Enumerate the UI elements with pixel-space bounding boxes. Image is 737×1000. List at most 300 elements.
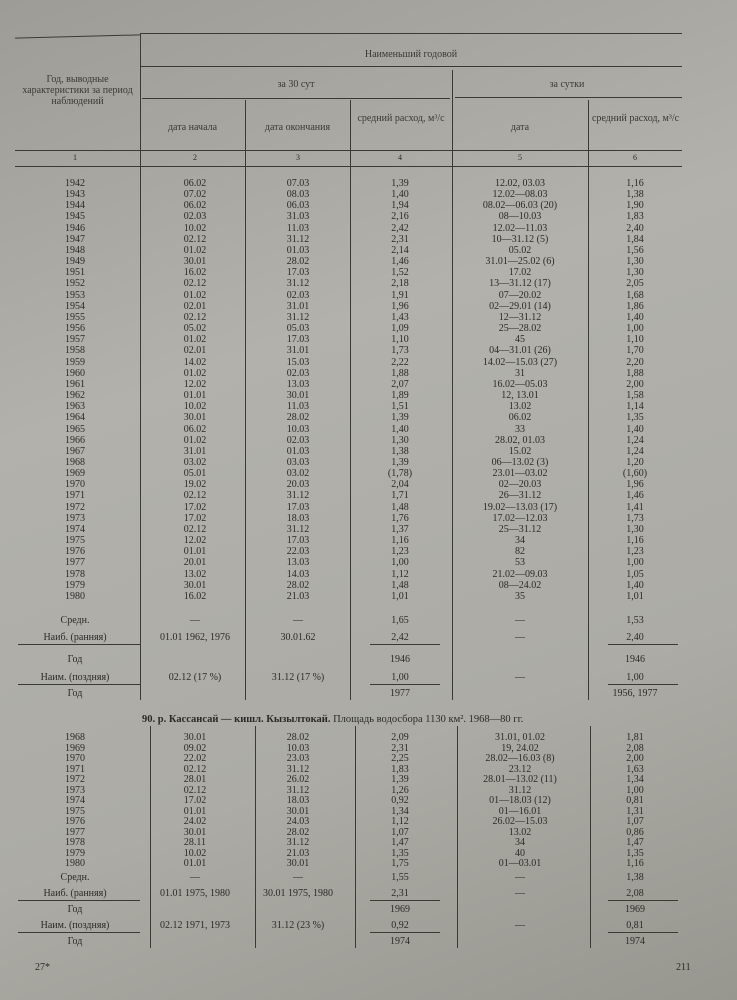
column-number: 4 <box>398 153 402 162</box>
row-year: 1960 <box>65 367 85 379</box>
table-cell: 1,52 <box>391 267 409 279</box>
column-number: 2 <box>193 153 197 162</box>
sub2-header: за сутки <box>549 79 585 90</box>
summary-max: 30.01.62 <box>280 632 316 643</box>
table-cell: 02.12 <box>183 311 207 323</box>
column-divider <box>588 100 589 700</box>
row-year: 1972 <box>65 501 85 513</box>
table-cell: 12.02—08.03 <box>492 189 548 201</box>
table-cell: 1,47 <box>626 837 644 848</box>
table-cell: 1,01 <box>391 590 409 602</box>
fraction-line <box>18 684 140 685</box>
table-cell: 1,24 <box>626 434 644 446</box>
table-cell: 21.03 <box>286 590 310 602</box>
table-cell: 30.01 <box>183 732 207 743</box>
table-cell: 23.01—03.02 <box>492 468 548 480</box>
table-cell: 30.01 <box>286 390 310 402</box>
table-cell: 40 <box>515 847 525 859</box>
table-cell: 17.02—12.03 <box>492 512 548 524</box>
table-cell: 1,81 <box>626 732 644 743</box>
table-cell: 1,12 <box>391 816 409 827</box>
table-cell: 1,30 <box>391 434 409 446</box>
summary-mean: 1,65 <box>391 615 409 626</box>
table-cell: 26.02 <box>286 774 310 785</box>
table-cell: 1,40 <box>391 423 409 435</box>
fraction-line <box>370 684 440 685</box>
table-cell: 1,76 <box>391 512 409 524</box>
table-cell: 22.03 <box>286 546 310 558</box>
row-year: 1968 <box>65 732 85 743</box>
summary-max: 2,08 <box>626 888 644 899</box>
summary-max: 2,31 <box>391 888 409 899</box>
table-cell: 1,40 <box>626 579 644 591</box>
table-cell: 19, 24.02 <box>501 742 539 754</box>
table-cell: 1,05 <box>626 568 644 580</box>
table-cell: 1,47 <box>391 837 409 848</box>
table-cell: 01.02 <box>183 244 207 256</box>
table-cell: 19.02 <box>183 479 207 491</box>
summary-min-year: 1956, 1977 <box>612 688 658 699</box>
table-cell: (1,60) <box>622 468 648 480</box>
row-year: 1979 <box>65 579 85 591</box>
table-cell: 08.02—06.03 (20) <box>482 200 558 212</box>
row-year: 1971 <box>65 763 85 775</box>
summary-min: 1,00 <box>626 672 644 683</box>
table-cell: 34 <box>515 535 525 547</box>
col1-header: Год, выводные характеристики за период наблюдений <box>22 74 133 107</box>
table-cell: 13.03 <box>286 557 310 569</box>
table-cell: 33 <box>515 423 525 435</box>
fraction-line <box>608 644 678 645</box>
summary-min: 0,81 <box>626 920 644 931</box>
table-cell: 1,30 <box>626 523 644 535</box>
row-year: 1947 <box>65 233 85 245</box>
table-cell: 1,88 <box>626 367 644 379</box>
table-cell: 11.03 <box>286 401 310 413</box>
table-cell: 1,01 <box>626 590 644 602</box>
table-cell: 45 <box>515 334 525 346</box>
table-cell: 28.01 <box>183 774 207 785</box>
table-cell: 1,58 <box>626 390 644 402</box>
row-year: 1949 <box>65 256 85 268</box>
table-cell: 1,83 <box>391 763 409 775</box>
table-cell: 23.03 <box>286 753 310 764</box>
table-cell: 1,43 <box>391 311 409 323</box>
summary-mean: — <box>190 615 200 626</box>
rule <box>15 34 140 38</box>
row-year: 1963 <box>65 401 85 413</box>
table-cell: 10.03 <box>286 423 310 435</box>
column-divider <box>452 70 453 700</box>
table-cell: 31.12 <box>286 278 310 290</box>
row-year: 1946 <box>65 222 85 234</box>
table-cell: 10.03 <box>286 742 310 754</box>
table-cell: 05.02 <box>183 323 207 335</box>
table-cell: 1,86 <box>626 300 644 312</box>
table-cell: 19.02—13.03 (17) <box>482 501 558 513</box>
row-year: 1973 <box>65 784 85 796</box>
page-number: 211 <box>676 962 691 973</box>
table-cell: 01.01 <box>183 390 207 402</box>
table-cell: 24.02 <box>183 816 207 827</box>
table-cell: 1,46 <box>626 490 644 502</box>
table-cell: 20.01 <box>183 557 207 569</box>
summary-mean: — <box>293 872 303 883</box>
table-cell: 2,25 <box>391 753 409 764</box>
table-cell: 1,46 <box>391 256 409 268</box>
table-cell: 1,39 <box>391 457 409 468</box>
table-cell: 31.01, 01.02 <box>495 732 545 743</box>
table-cell: 2,16 <box>391 211 409 223</box>
summary-mean: Средн. <box>60 872 90 883</box>
row-year: 1977 <box>65 826 85 838</box>
table-cell: 01.03 <box>286 244 310 256</box>
table-cell: 05.02 <box>508 244 532 256</box>
table-cell: 1,37 <box>391 523 409 535</box>
summary-mean: 1,53 <box>626 615 644 626</box>
fraction-line <box>608 684 678 685</box>
table-cell: 2,31 <box>391 233 409 245</box>
table-cell: 13—31.12 (17) <box>489 278 551 290</box>
table-cell: 02.03 <box>286 434 310 446</box>
table-cell: 30.01 <box>286 805 310 817</box>
group-header: Наименьший годовой <box>364 49 458 60</box>
table-cell: 02.12 <box>183 763 207 775</box>
table-cell: 22.02 <box>183 753 207 764</box>
column-number: 3 <box>296 153 300 162</box>
table-cell: 08—24.02 <box>498 579 542 591</box>
table-cell: 1,38 <box>391 445 409 457</box>
table-cell: 05.01 <box>183 468 207 480</box>
table-cell: 1,71 <box>391 490 409 502</box>
table-cell: 11.03 <box>286 222 310 234</box>
summary-max: 01.01 1975, 1980 <box>160 888 230 899</box>
table-cell: 09.02 <box>183 742 207 754</box>
table-cell: 17.03 <box>286 535 310 547</box>
row-year: 1976 <box>65 816 85 827</box>
table-cell: 1,34 <box>391 805 409 817</box>
row-year: 1951 <box>65 267 85 279</box>
summary-max: Наиб. (ранняя) <box>43 888 107 899</box>
table-cell: 02.12 <box>183 490 207 502</box>
table-cell: 31.01 <box>286 345 310 357</box>
table-cell: 28.02 <box>286 412 310 424</box>
table-cell: 12.02, 03.03 <box>495 178 545 189</box>
table-cell: 01—18.03 (12) <box>489 795 551 806</box>
table-cell: 1,14 <box>626 401 644 413</box>
table-cell: 31.12 <box>286 490 310 502</box>
table-cell: 01.01 <box>183 805 207 817</box>
fraction-line <box>370 932 440 933</box>
table-cell: 1,88 <box>391 367 409 379</box>
table-cell: 1,00 <box>626 557 644 569</box>
fraction-line <box>608 900 678 901</box>
summary-min: 02.12 (17 %) <box>168 672 222 683</box>
rule <box>140 66 682 67</box>
row-year: 1967 <box>65 445 85 457</box>
table-cell: 1,90 <box>626 200 644 212</box>
table-cell: 30.01 <box>286 858 310 869</box>
row-year: 1972 <box>65 774 85 785</box>
table-cell: 01.02 <box>183 334 207 346</box>
table-cell: 35 <box>515 590 525 602</box>
column-number: 6 <box>633 153 637 162</box>
table-cell: 01.02 <box>183 289 207 301</box>
table-cell: 2,14 <box>391 244 409 256</box>
table-cell: 1,39 <box>391 178 409 189</box>
table-cell: 2,20 <box>626 356 644 368</box>
table-cell: 02.03 <box>286 367 310 379</box>
table-cell: 17.02 <box>183 501 207 513</box>
table-cell: 2,07 <box>391 378 409 390</box>
table-cell: 31.12 <box>286 763 310 775</box>
row-year: 1954 <box>65 300 85 312</box>
row-year: 1957 <box>65 334 85 346</box>
summary-max: — <box>515 888 525 899</box>
fraction-line <box>18 644 140 645</box>
table-cell: 14.02 <box>183 356 207 368</box>
table-cell: 02.12 <box>183 523 207 535</box>
table-cell: 13.03 <box>286 378 310 390</box>
table-cell: 1,56 <box>626 244 644 256</box>
table-cell: 2,00 <box>626 378 644 390</box>
table-cell: 12.02—11.03 <box>492 222 548 234</box>
summary-max-year: 1969 <box>390 904 410 915</box>
table-cell: 2,00 <box>626 753 644 764</box>
table-cell: 02.01 <box>183 345 207 357</box>
row-year: 1974 <box>65 523 85 535</box>
table-cell: 03.03 <box>286 457 310 468</box>
row-year: 1952 <box>65 278 85 290</box>
fraction-line <box>370 644 440 645</box>
table-cell: 1,94 <box>391 200 409 212</box>
table-cell: 1,24 <box>626 445 644 457</box>
table-cell: 1,35 <box>626 847 644 859</box>
table-cell: 01.03 <box>286 445 310 457</box>
summary-max-year: 1946 <box>390 654 410 665</box>
row-year: 1978 <box>65 568 85 580</box>
summary-max-year: Год <box>67 904 83 915</box>
row-year: 1968 <box>65 457 85 468</box>
table-cell: 01.01 <box>183 858 207 869</box>
row-year: 1956 <box>65 323 85 335</box>
table-cell: 17.02 <box>183 795 207 806</box>
table-cell: 28.02 <box>286 826 310 838</box>
table-cell: 1,83 <box>626 211 644 223</box>
row-year: 1974 <box>65 795 85 806</box>
table-cell: 07.02 <box>183 189 207 201</box>
column-divider <box>245 100 246 700</box>
table-cell: 13.02 <box>508 401 532 413</box>
table-cell: 1,35 <box>626 412 644 424</box>
table-cell: 28.11 <box>183 837 207 848</box>
row-year: 1980 <box>65 858 85 869</box>
summary-mean: — <box>515 615 525 626</box>
table-cell: 1,07 <box>626 816 644 827</box>
row-year: 1955 <box>65 311 85 323</box>
row-year: 1971 <box>65 490 85 502</box>
summary-min: Наим. (поздняя) <box>40 672 110 683</box>
table-cell: 2,08 <box>626 742 644 754</box>
summary-mean: — <box>293 615 303 626</box>
summary-mean: — <box>190 872 200 883</box>
table-cell: 01.02 <box>183 434 207 446</box>
table-cell: 0,81 <box>626 795 644 806</box>
table-cell: 1,16 <box>626 535 644 547</box>
table-cell: 20.03 <box>286 479 310 491</box>
table-cell: 06—13.02 (3) <box>491 457 549 468</box>
summary-min: Наим. (поздняя) <box>40 920 110 931</box>
table-cell: 1,09 <box>391 323 409 335</box>
table-cell: 16.02 <box>183 267 207 279</box>
row-year: 1961 <box>65 378 85 390</box>
table-cell: 02.12 <box>183 233 207 245</box>
table-cell: 1,84 <box>626 233 644 245</box>
table-cell: 1,40 <box>626 423 644 435</box>
table-cell: 1,30 <box>626 267 644 279</box>
row-year: 1970 <box>65 753 85 764</box>
table-cell: 1,75 <box>391 858 409 869</box>
table-cell: 05.03 <box>286 323 310 335</box>
table-cell: 31.01—25.02 (6) <box>485 256 555 268</box>
table-cell: 1,73 <box>626 512 644 524</box>
table-cell: 31.12 <box>286 837 310 848</box>
table-cell: 17.02 <box>508 267 532 279</box>
table-cell: 15.02 <box>508 445 532 457</box>
summary-max-year: 1969 <box>625 904 645 915</box>
table-cell: 30.01 <box>183 412 207 424</box>
table-cell: 2,05 <box>626 278 644 290</box>
table-cell: 2,18 <box>391 278 409 290</box>
table-cell: 17.02 <box>183 512 207 524</box>
summary-max: 01.01 1962, 1976 <box>160 632 230 643</box>
table-cell: 1,51 <box>391 401 409 413</box>
table-cell: 10—31.12 (5) <box>491 233 549 245</box>
row-year: 1953 <box>65 289 85 301</box>
table-cell: 2,22 <box>391 356 409 368</box>
table-cell: 01—03.01 <box>498 858 542 869</box>
sub1-header: за 30 сут <box>277 79 315 90</box>
row-year: 1958 <box>65 345 85 357</box>
table-cell: 2,09 <box>391 732 409 743</box>
table-cell: 15.03 <box>286 356 310 368</box>
table-cell: 02—20.03 <box>498 479 542 491</box>
table-cell: 1,16 <box>626 178 644 189</box>
table-cell: 2,31 <box>391 742 409 754</box>
row-year: 1945 <box>65 211 85 223</box>
table-cell: 01—16.01 <box>498 805 542 817</box>
table-cell: 1,00 <box>626 784 644 796</box>
rule <box>142 98 450 99</box>
row-year: 1942 <box>65 178 85 189</box>
column-divider <box>150 726 151 948</box>
table-cell: 31.12 <box>286 233 310 245</box>
table-cell: 03.02 <box>286 468 310 480</box>
table-cell: 30.01 <box>183 579 207 591</box>
table-cell: 30.01 <box>183 256 207 268</box>
row-year: 1975 <box>65 805 85 817</box>
summary-min-year: Год <box>67 936 83 947</box>
table-cell: 1,00 <box>391 557 409 569</box>
table-cell: 1,40 <box>391 189 409 201</box>
table-cell: 12.02 <box>183 378 207 390</box>
rule <box>455 97 682 98</box>
table-cell: 1,07 <box>391 826 409 838</box>
table-cell: 07.03 <box>286 178 310 189</box>
table-cell: 31.12 <box>286 311 310 323</box>
row-year: 1980 <box>65 590 85 602</box>
table-cell: 1,41 <box>626 501 644 513</box>
table-cell: 2,40 <box>626 222 644 234</box>
row-year: 1977 <box>65 557 85 569</box>
table-cell: 17.03 <box>286 334 310 346</box>
table-cell: 1,68 <box>626 289 644 301</box>
station-info: Площадь водосбора 1130 км². 1968—80 гг. <box>330 714 524 725</box>
summary-min-year: 1974 <box>390 936 410 947</box>
table-cell: 03.02 <box>183 457 207 468</box>
table-cell: 0,86 <box>626 826 644 838</box>
table-cell: 1,48 <box>391 579 409 591</box>
table-cell: 08.03 <box>286 189 310 201</box>
table-cell: 1,34 <box>626 774 644 785</box>
table-cell: 17.03 <box>286 267 310 279</box>
table-cell: 12—31.12 <box>498 311 542 323</box>
table-cell: 06.03 <box>286 200 310 212</box>
summary-min: 1,00 <box>391 672 409 683</box>
table-cell: 2,42 <box>391 222 409 234</box>
table-cell: 12, 13.01 <box>501 390 539 402</box>
table-cell: 21.02—09.03 <box>492 568 548 580</box>
fraction-line <box>18 932 140 933</box>
summary-max: — <box>515 632 525 643</box>
table-cell: 06.02 <box>508 412 532 424</box>
table-cell: 10.02 <box>183 847 207 859</box>
table-cell: 16.02 <box>183 590 207 602</box>
table-cell: 1,73 <box>391 345 409 357</box>
summary-max: Наиб. (ранняя) <box>43 632 107 643</box>
row-year: 1975 <box>65 535 85 547</box>
table-cell: 07—20.02 <box>498 289 542 301</box>
table-cell: 1,12 <box>391 568 409 580</box>
summary-max-year: 1946 <box>625 654 645 665</box>
row-year: 1969 <box>65 468 85 480</box>
summary-min: 02.12 1971, 1973 <box>160 920 230 931</box>
rule <box>15 166 682 167</box>
row-year: 1959 <box>65 356 85 368</box>
table-cell: 1,16 <box>626 858 644 869</box>
table-cell: 1,48 <box>391 501 409 513</box>
table-cell: 10.02 <box>183 401 207 413</box>
table-cell: 2,04 <box>391 479 409 491</box>
station-name: 90. р. Кассансай — кишл. Кызылтокай. <box>142 714 331 725</box>
table-cell: 13.02 <box>183 568 207 580</box>
c4-header: средний расход, м³/с <box>357 113 445 124</box>
table-cell: 1,63 <box>626 763 644 775</box>
summary-min: 31.12 (23 %) <box>271 920 325 931</box>
table-cell: 08—10.03 <box>498 211 542 223</box>
table-cell: 1,35 <box>391 847 409 859</box>
summary-min: — <box>515 920 525 931</box>
summary-min: 31.12 (17 %) <box>271 672 325 683</box>
table-cell: 31.12 <box>286 523 310 535</box>
table-cell: 28.01—13.02 (11) <box>483 774 557 785</box>
column-number: 5 <box>518 153 522 162</box>
table-cell: 1,91 <box>391 289 409 301</box>
table-cell: 02.03 <box>286 289 310 301</box>
row-year: 1978 <box>65 837 85 848</box>
table-cell: 01.01 <box>183 546 207 558</box>
table-cell: 1,31 <box>626 805 644 817</box>
